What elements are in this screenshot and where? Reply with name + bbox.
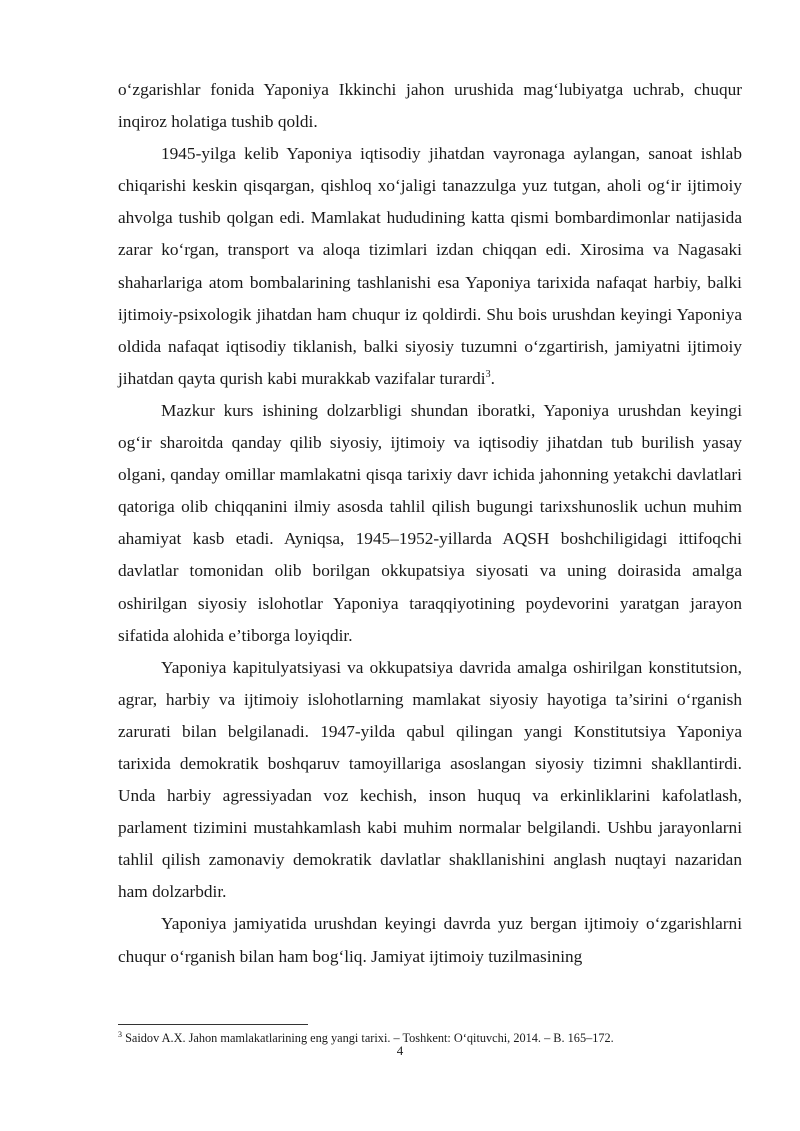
footnote-text: Saidov A.X. Jahon mamlakatlarining eng yangi tarixi. – Toshkent: O‘qituvchi, 2014. – B. 165–172. — [122, 1031, 614, 1045]
footnote-divider — [118, 1024, 308, 1025]
paragraph-postwar-japan — [118, 138, 742, 395]
footnote-marker: 3 — [118, 1029, 122, 1039]
footnote-reference[interactable]: 3 — [485, 369, 491, 381]
paragraph-continuation: o‘zgarishlar fonida Yaponiya Ikkinchi jahon urushida mag‘lubiyatga uchrab, chuqur inqiroz holatiga tushib qoldi. — [118, 80, 742, 132]
paragraph-social-changes: Yaponiya jamiyatida urushdan keyingi davrda yuz bergan ijtimoiy o‘zgarishlarni chuqur o‘rganish bilan ham bog‘liq. Jamiyat ijtimoiy tuzilmasining — [118, 914, 742, 966]
paragraph-reforms: Yaponiya kapitulyatsiyasi va okkupatsiya davrida amalga oshirilgan konstitutsion, agrar, harbiy va ijtimoiy islohotlarning mamlakat siyosiy hayotiga ta’sirini o‘rganish zarurati bilan belgilanadi. 1947-yilda qabul qilingan yangi Konstitutsiya Yaponiya tarixida demokratik boshqaruv tamoyillariga asoslangan siyosiy tizimni shakllantirdi. Unda harbiy agressiyadan voz kechish, inson huquq va erkinliklarini kafolatlash, parlament tizimini mustahkamlash kabi muhim normalar belgilandi. Ushbu jarayonlarni tahlil qilish zamonaviy demokratik davlatlar shakllanishini anglash nuqtayi nazaridan ham dolzarbdir. — [118, 657, 742, 902]
paragraph-relevance: Mazkur kurs ishining dolzarbligi shundan iboratki, Yaponiya urushdan keyingi og‘ir sharoitda qanday qilib siyosiy, ijtimoiy va iqtisodiy jihatdan tub burilish yasay olgani, qanday omillar mamlakatni qisqa tarixiy davr ichida jahonning yetakchi davlatlari qatoriga olib chiqqanini ilmiy asosda tahlil qilish bugungi tarixshunoslik uchun muhim ahamiyat kasb etadi. Ayniqsa, 1945–1952-yillarda AQSH boshchiligidagi ittifoqchi davlatlar tomonidan olib borilgan okkupatsiya siyosati va uning doirasida amalga oshirilgan siyosiy islohotlar Yaponiya taraqqiyotining poydevorini yaratgan jarayon sifatida alohida e’tiborga loyiqdir. — [118, 400, 742, 645]
paragraph-trailing-punctuation: . — [490, 368, 495, 388]
document-body — [118, 74, 742, 973]
page-number: 4 — [396, 1043, 404, 1058]
paragraph-text: 1945-yilga kelib Yaponiya iqtisodiy jihatdan vayronaga aylangan, sanoat ishlab chiqarishi keskin qisqargan, qishloq xo‘jaligi tanazzulga yuz tutgan, aholi og‘ir ijtimoiy ahvolga tushib qolgan edi. Mamlakat hududining katta qismi bombardimonlar natijasida zarar ko‘rgan, transport va aloqa tizimlari izdan chiqqan edi. Xirosima va Nagasaki shaharlariga atom bombalarining tashlanishi esa Yaponiya tarixida nafaqat harbiy, balki ijtimoiy-psixologik jihatdan ham chuqur iz qoldirdi. Shu bois urushdan keyingi Yaponiya oldida nafaqat iqtisodiy tiklanish, balki siyosiy tuzumni o‘zgartirish, jamiyatni ijtimoiy jihatdan qayta qurish kabi murakkab vazifalar turardi — [118, 144, 742, 388]
